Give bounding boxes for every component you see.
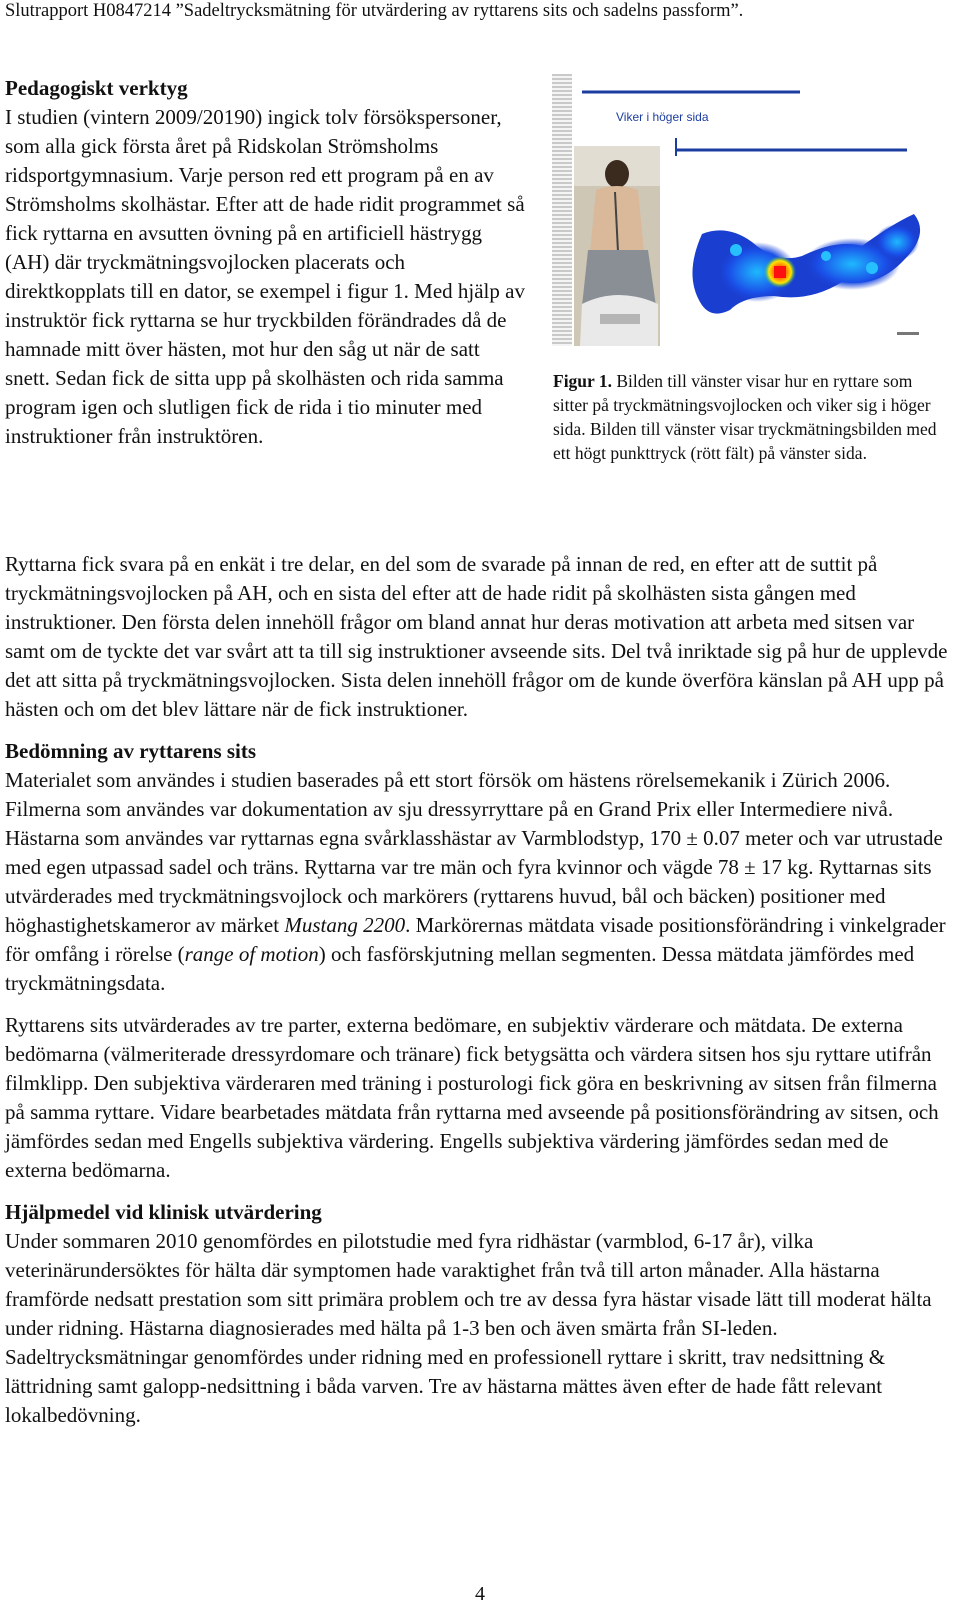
striped-margin [552, 74, 572, 346]
page-number: 4 [475, 1583, 485, 1605]
section-heading-hjalpmedel: Hjälpmedel vid klinisk utvärdering [5, 1200, 322, 1224]
figure-label: Viker i höger sida [616, 110, 709, 124]
pressure-mapping-figure [552, 74, 937, 364]
clinical-paragraph: Under sommaren 2010 genomfördes en pilotstudie med fyra ridhästar (varmblod, 6-17 år), vilka veterinärundersöktes för hälta där symptomen hade varaktighet från två till arton månader. Alla hästarna framförde nedsatt prestation som sitt primära problem och tre av dessa fyra hästar visade lätt till moderat hälta under ridning. Hästarna diagnosierades med hälta på 1-3 ben och även smärta från SI-leden. Sadeltrycksmätningar genomfördes under ridning med en professionell ryttare i skritt, trav nedsittning & lättridning samt galopp-nedsittning i båda varven. Tre av hästarna mättes även efter de hade fått relevant lokalbedövning. [5, 1229, 932, 1427]
running-header: Slutrapport H0847214 ”Sadeltrycksmätning för utvärdering av ryttarens sits och sadelns passform”. [5, 1, 744, 21]
main-text [5, 550, 955, 1443]
camera-model: Mustang 2200 [284, 913, 406, 937]
rider-photo [574, 146, 660, 346]
clinical-section [5, 1198, 955, 1430]
section-heading-pedagogiskt-verktyg: Pedagogiskt verktyg [5, 76, 188, 100]
caption-label: Figur 1. [553, 371, 612, 391]
section-heading-bedomning: Bedömning av ryttarens sits [5, 739, 257, 763]
caption-text: Bilden till vänster visar hur en ryttare som sitter på tryckmätningsvojlocken och viker sig i höger sida. Bilden till vänster visar tryckmätningsbilden med ett högt punkttryck (rött fält) på vänster sida. [553, 371, 937, 463]
figure-1 [552, 74, 937, 364]
intro-section [5, 74, 525, 451]
assessment-paragraph-1: Materialet som användes i studien baserades på ett stort försök om hästens rörelsemekanik i Zürich 2006. Filmerna som användes var dokumentation av sju dressyrryttare på en Grand Prix eller Intermediere nivå. Hästarna som användes var ryttarnas egna svårklasshästar av Varmblodstyp, 170 ± 0.07 meter och var utrustade med egen utpassad sadel och träns. Ryttarna var tre män och fyra kvinnor och vägde 78 ± 17 kg. Ryttarnas sits utvärderades med tryckmätningsvojlock och markörers (ryttarens huvud, bål och bäcken) positioner med höghastighetskameror av märket Mustang 2200. Markörernas mätdata visade positionsförändring i vinkelgrader för omfång i rörelse (range of motion) och fasförskjutning mellan segmenten. Dessa mätdata jämfördes med tryckmätningsdata. [5, 768, 946, 995]
range-of-motion-term: range of motion [184, 942, 319, 966]
intro-paragraph: I studien (vintern 2009/20190) ingick tolv försökspersoner, som alla gick första året på Ridskolan Strömsholms ridsportgymnasium. Varje person red ett program på en av Strömsholms skolhästar. Efter att de hade ridit programmet så fick ryttarna en avsutten övning på en artificiell hästrygg (AH) där tryckmätningsvojlocken placerats och direktkopplats till en dator, se exempel i figur 1. Med hjälp av instruktör fick ryttarna se hur tryckbilden förändrades då de hamnade mitt över hästen, mot hur den såg ut när de satt snett. Sedan fick de sitta upp på skolhästen och rida samma program igen och slutligen fick de rida i tio minuter med instruktioner från instruktören. [5, 105, 525, 448]
figure-caption [553, 369, 938, 465]
assessment-section [5, 737, 955, 998]
survey-paragraph: Ryttarna fick svara på en enkät i tre delar, en del som de svarade på innan de red, en efter att de suttit på tryckmätningsvojlocken på AH, och en sista del efter att de hade ridit på skolhästen sista gången med instruktioner. Den första delen innehöll frågor om bland annat hur deras motivation att arbeta med sitsen var samt om de tyckte det var svårt att ta till sig instruktioner avseende sits. Del två inriktade sig på hur de upplevde det att sitta på tryckmätningsvojlocken. Sista delen innehöll frågor om de kunde överföra känslan på AH upp på hästen och om det blev lättare när de fick instruktioner. [5, 552, 948, 721]
pressure-map [666, 156, 937, 346]
assessment-paragraph-2: Ryttarens sits utvärderades av tre parter, externa bedömare, en subjektiv värderare och mätdata. De externa bedömarna (välmeriterade dressyrdomare och tränare) fick betygsätta och värdera sitsen hos sju ryttare utifrån filmklipp. Den subjektiva värderaren med träning i posturologi fick göra en beskrivning av sitsen från filmerna på samma ryttare. Vidare bearbetades mätdata från ryttarna med avseende på positionsförändring av sitsen, och jämfördes sedan med Engells subjektiva värdering. Engells subjektiva värdering jämfördes sedan med de externa bedömarna. [5, 1013, 939, 1182]
